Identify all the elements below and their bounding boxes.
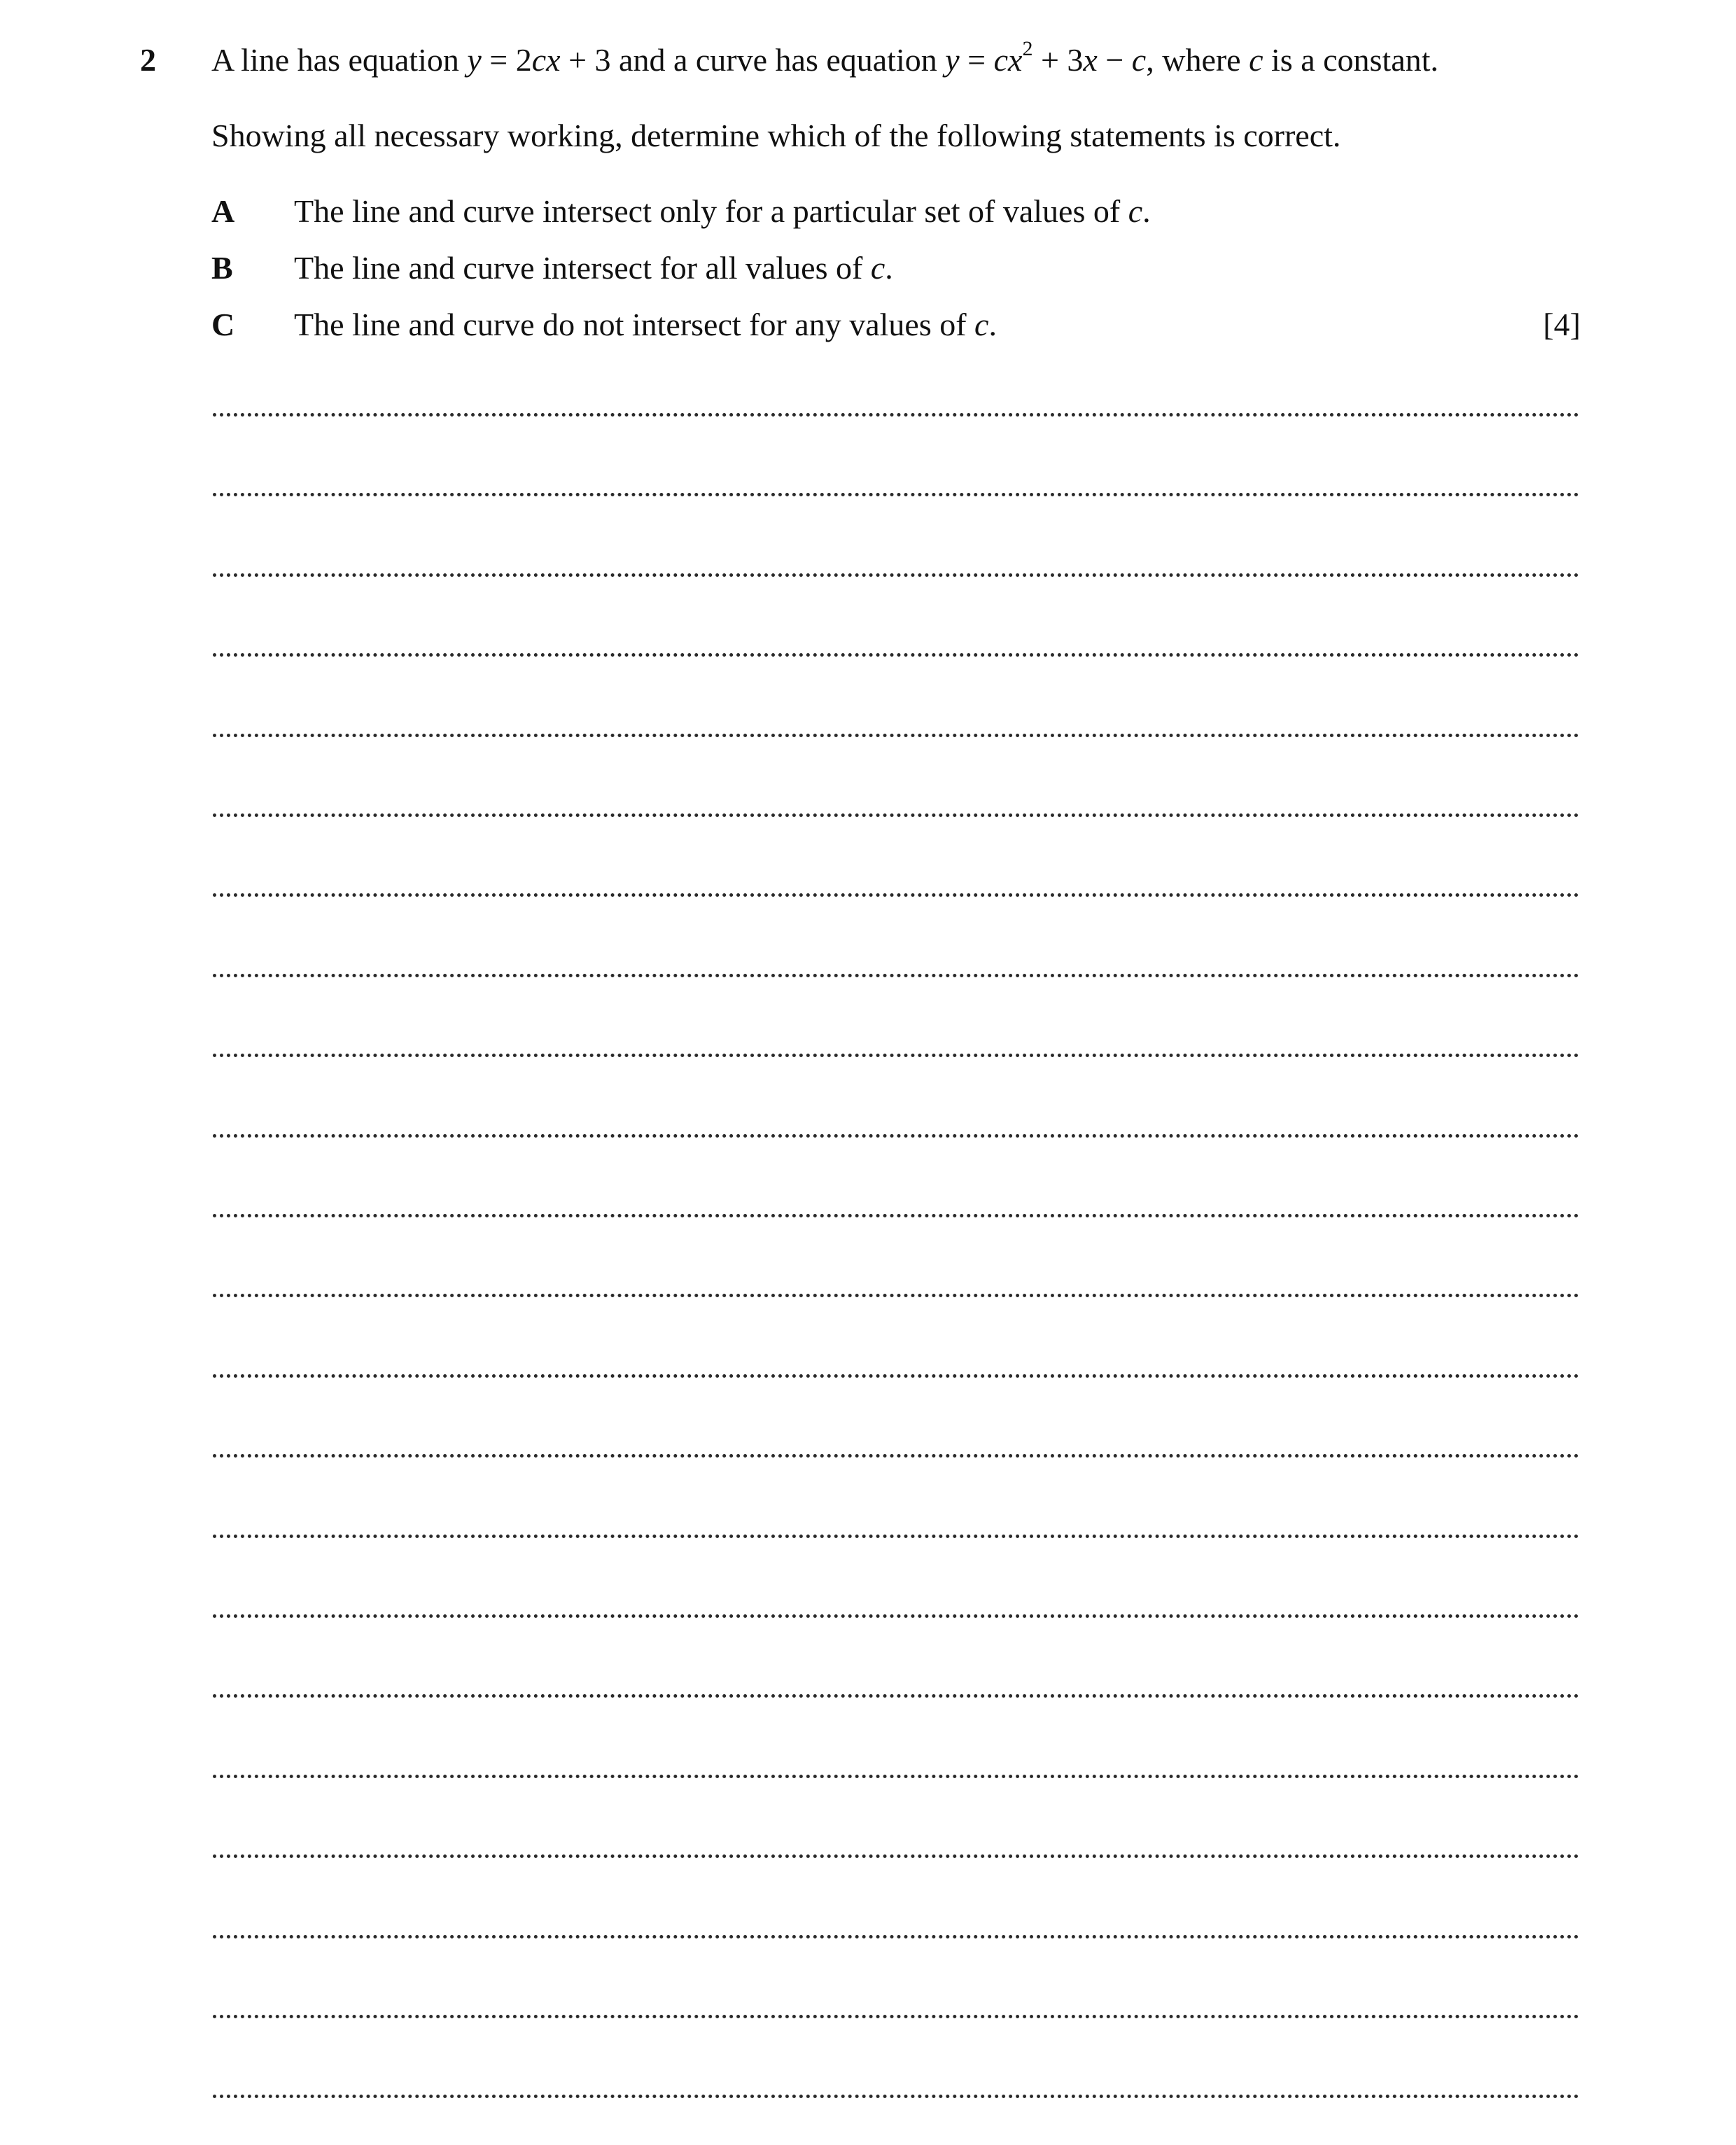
answer-line[interactable]: [213, 1775, 1579, 1778]
answer-line[interactable]: [213, 1935, 1579, 1938]
answer-line[interactable]: [213, 493, 1579, 496]
answer-line[interactable]: [213, 2095, 1579, 2098]
answer-line[interactable]: [213, 1134, 1579, 1138]
question-instruction: Showing all necessary working, determine which of the following statements is correct.: [211, 118, 1341, 153]
answer-line[interactable]: [213, 1214, 1579, 1217]
answer-line[interactable]: [213, 893, 1579, 897]
option-a: A The line and curve intersect only for a particular set of values of c.: [211, 190, 1151, 232]
answer-line[interactable]: [213, 413, 1579, 417]
answer-line[interactable]: [213, 2015, 1579, 2018]
answer-area[interactable]: [213, 0, 1579, 2145]
answer-line[interactable]: [213, 734, 1579, 737]
question-stem: A line has equation y = 2cx + 3 and a curve has equation $y = cx^2 + 3x - c$, where c is a constant.: [211, 36, 1438, 78]
option-c: C The line and curve do not intersect for any values of c.: [211, 304, 997, 346]
answer-line[interactable]: [213, 813, 1579, 817]
answer-line[interactable]: [213, 573, 1579, 577]
answer-line[interactable]: [213, 1694, 1579, 1698]
answer-line[interactable]: [213, 1535, 1579, 1538]
answer-line[interactable]: [213, 974, 1579, 977]
answer-line[interactable]: [213, 1374, 1579, 1378]
answer-line[interactable]: [213, 1614, 1579, 1618]
answer-line[interactable]: [213, 1454, 1579, 1458]
option-letter: B: [211, 250, 233, 286]
option-letter: C: [211, 307, 235, 342]
question-number: 2: [140, 42, 156, 78]
answer-line[interactable]: [213, 653, 1579, 657]
marks-allocation: [4]: [1543, 307, 1581, 342]
option-letter: A: [211, 193, 235, 229]
answer-line[interactable]: [213, 1294, 1579, 1297]
answer-line[interactable]: [213, 1054, 1579, 1057]
option-b: B The line and curve intersect for all values of c.: [211, 247, 893, 289]
answer-line[interactable]: [213, 1854, 1579, 1858]
